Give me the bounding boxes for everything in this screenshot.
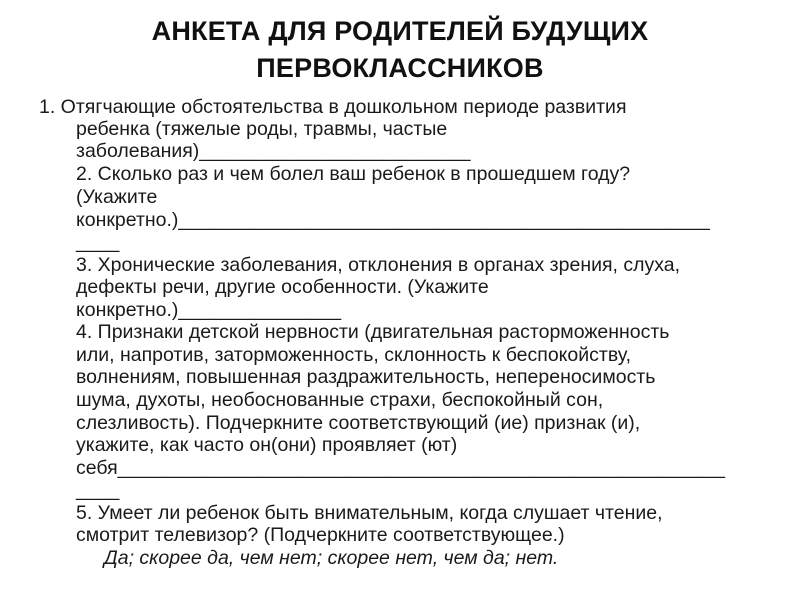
question-5-line-2: смотрит телевизор? (Подчеркните соответствующее.) [76,524,565,546]
question-3-line-1: 3. Хронические заболевания, отклонения в органах зрения, слуха, [76,254,681,276]
question-3-answer-line: конкретно.)_______________ [76,299,342,321]
question-4-line-2: или, напротив, заторможенность, склонность к беспокойству, [76,344,631,366]
question-3-line-2: дефекты речи, другие особенности. (Укажите [76,276,489,298]
question-4-answer-tail: ____ [76,479,120,501]
page-title-line-1: АНКЕТА ДЛЯ РОДИТЕЛЕЙ БУДУЩИХ [151,16,649,46]
question-4-line-5: слезливость). Подчеркните соответствующий (ие) признак (и), [76,412,641,434]
question-4-line-1: 4. Признаки детской нервности (двигательная расторможенность [76,321,670,343]
question-4-line-4: шума, духоты, необоснованные страхи, беспокойный сон, [76,389,604,411]
question-1-answer-line: заболевания)_________________________ [76,140,471,162]
question-2-line-2: (Укажите [76,186,158,208]
question-4-line-6: укажите, как часто он(они) проявляет (ют) [76,434,458,456]
question-5-line-1: 5. Умеет ли ребенок быть внимательным, когда слушает чтение, [76,502,663,524]
question-1-line-1: 1. Отягчающие обстоятельства в дошкольном периоде развития [39,96,627,118]
question-2-answer-line: конкретно.)_________________________________________________ [76,209,710,231]
question-1-line-2: ребенка (тяжелые роды, травмы, частые [76,118,448,140]
question-4-line-3: волнениям, повышенная раздражительность, непереносимость [76,366,656,388]
question-4-answer-line: себя________________________________________________________ [76,457,725,479]
question-2-answer-tail: ____ [76,231,120,253]
page-title-line-2: ПЕРВОКЛАССНИКОВ [256,53,544,83]
question-2-line-1: 2. Сколько раз и чем болел ваш ребенок в прошедшем году? [76,163,631,185]
question-5-answer-options: Да; скорее да, чем нет; скорее нет, чем да; нет. [104,547,559,569]
